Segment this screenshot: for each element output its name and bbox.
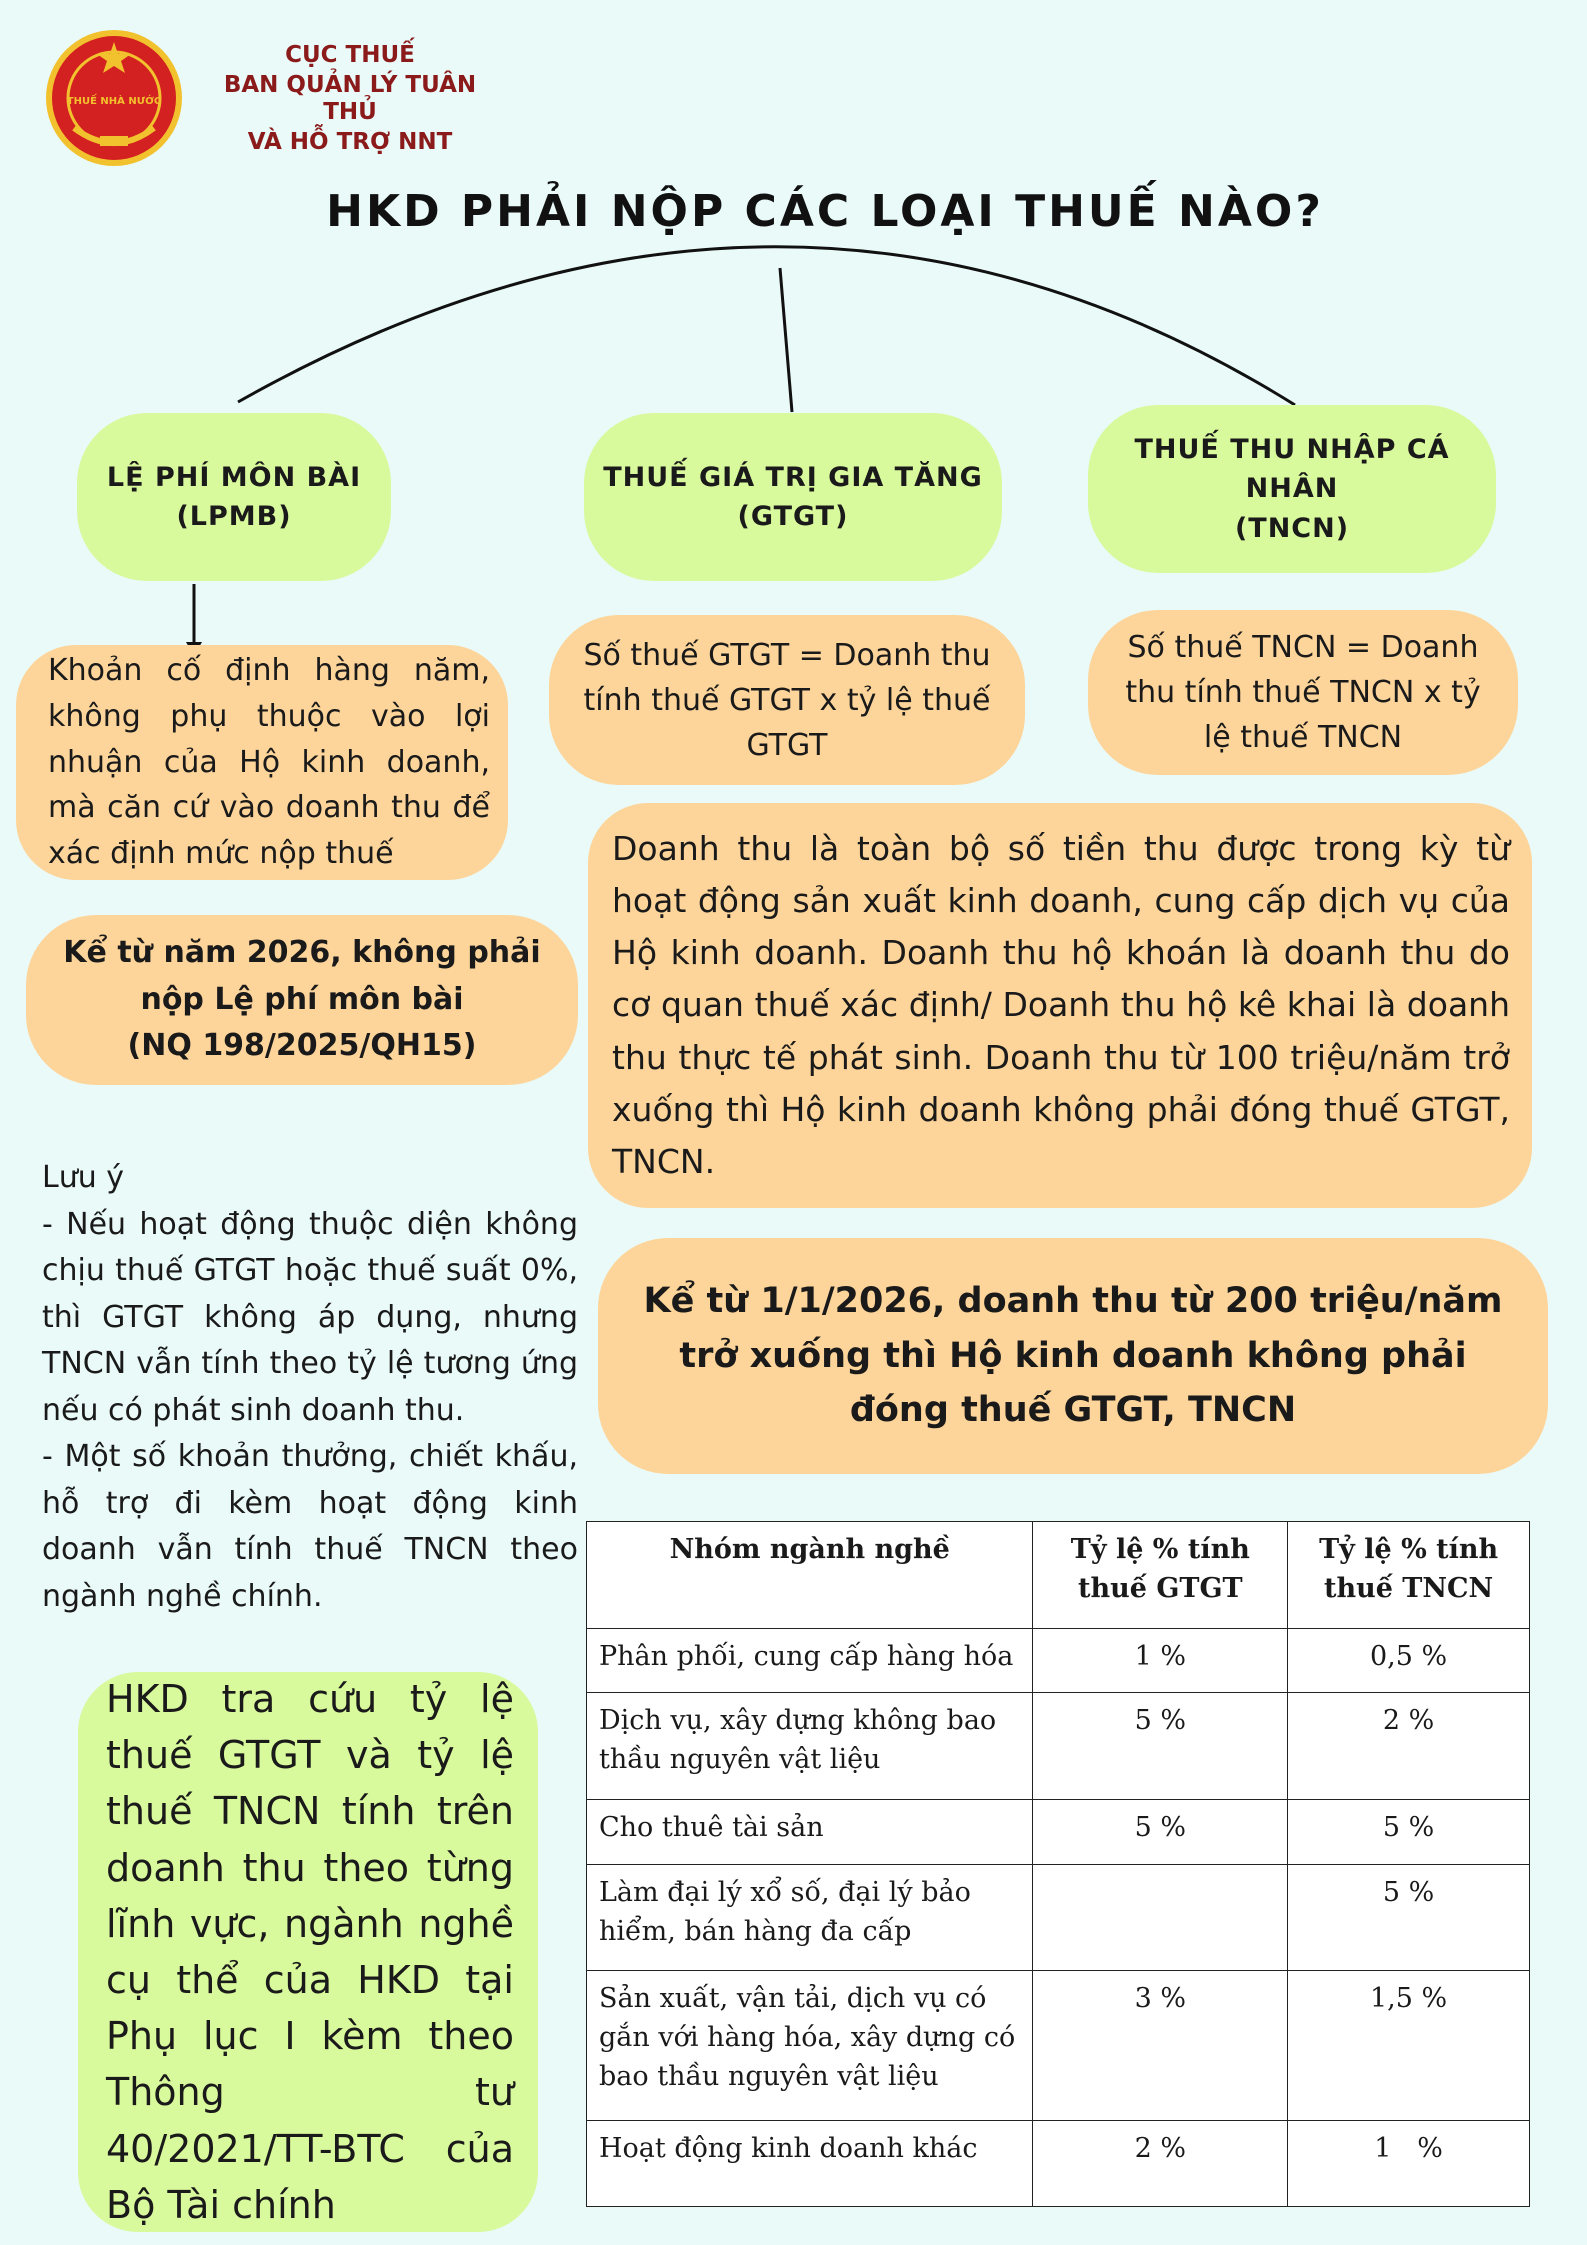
tncn-formula: Số thuế TNCN = Doanh thu tính thuế TNCN x tỷ lệ thuế TNCN <box>1088 610 1518 775</box>
lpmb-note-line2: nộp Lệ phí môn bài <box>140 981 464 1017</box>
table-header-row <box>587 1522 1530 1629</box>
gtgt-rate-cell: 1 % <box>1033 1629 1288 1693</box>
category-lpmb-abbr: (LPMB) <box>176 501 292 532</box>
lpmb-description: Khoản cố định hàng năm, không phụ thuộc vào lợi nhuận của Hộ kinh doanh, mà căn cứ vào doanh thu để xác định mức nộp thuế <box>16 645 508 880</box>
revenue-2026-highlight: Kể từ 1/1/2026, doanh thu từ 200 triệu/năm trở xuống thì Hộ kinh doanh không phải đóng thuế GTGT, TNCN <box>598 1238 1548 1474</box>
notes-heading: Lưu ý <box>42 1160 125 1195</box>
industry-cell: Cho thuê tài sản <box>587 1800 1033 1865</box>
industry-cell: Làm đại lý xổ số, đại lý bảo hiểm, bán hàng đa cấp <box>587 1865 1033 1971</box>
category-tncn-title: THUẾ THU NHẬP CÁ NHÂN <box>1134 434 1450 505</box>
lookup-note: HKD tra cứu tỷ lệ thuế GTGT và tỷ lệ thuế TNCN tính trên doanh thu theo từng lĩnh vực, ngành nghề cụ thể của HKD tại Phụ lục I kèm theo Thông tư 40/2021/TT-BTC của Bộ Tài chính <box>78 1672 538 2232</box>
tncn-rate-cell: 1,5 % <box>1288 1971 1530 2121</box>
table-row <box>587 1971 1530 2121</box>
header-gtgt-rate: Tỷ lệ % tính thuế GTGT <box>1033 1522 1288 1629</box>
tax-rate-table-wrapper <box>586 1521 1530 2207</box>
lpmb-2026-note <box>26 915 578 1085</box>
header-industry: Nhóm ngành nghề <box>587 1522 1033 1629</box>
table-row <box>587 1800 1530 1865</box>
org-line-1: CỤC THUẾ <box>285 42 415 68</box>
category-gtgt-abbr: (GTGT) <box>737 501 849 532</box>
industry-cell: Sản xuất, vận tải, dịch vụ có gắn với hàng hóa, xây dựng có bao thầu nguyên vật liệu <box>587 1971 1033 2121</box>
category-lpmb-title: LỆ PHÍ MÔN BÀI <box>106 461 362 493</box>
gtgt-rate-cell: 5 % <box>1033 1800 1288 1865</box>
lpmb-note-line1: Kể từ năm 2026, không phải <box>63 935 541 971</box>
tax-rate-table <box>586 1521 1530 2207</box>
lpmb-note-line3: (NQ 198/2025/QH15) <box>127 1028 477 1064</box>
tncn-rate-cell: 1 % <box>1288 2121 1530 2207</box>
category-gtgt <box>584 413 1002 581</box>
tncn-rate-cell: 5 % <box>1288 1800 1530 1865</box>
category-gtgt-title: THUẾ GIÁ TRỊ GIA TĂNG <box>603 461 983 493</box>
gtgt-formula: Số thuế GTGT = Doanh thu tính thuế GTGT x tỷ lệ thuế GTGT <box>549 615 1025 785</box>
tncn-rate-cell: 0,5 % <box>1288 1629 1530 1693</box>
gtgt-rate-cell: 2 % <box>1033 2121 1288 2207</box>
gtgt-rate-cell <box>1033 1865 1288 1971</box>
tncn-rate-cell: 2 % <box>1288 1693 1530 1800</box>
notes-item-2: - Một số khoản thưởng, chiết khấu, hỗ trợ đi kèm hoạt động kinh doanh vẫn tính thuế TNCN theo ngành nghề chính. <box>42 1439 578 1614</box>
notes-item-1: - Nếu hoạt động thuộc diện không chịu thuế GTGT hoặc thuế suất 0%, thì GTGT không áp dụng, nhưng TNCN vẫn tính theo tỷ lệ tương ứng nếu có phát sinh doanh thu. <box>42 1206 578 1428</box>
page-title: HKD PHẢI NỘP CÁC LOẠI THUẾ NÀO? <box>326 186 1324 237</box>
notes-section <box>42 1155 578 1620</box>
table-row <box>587 2121 1530 2207</box>
org-line-3: VÀ HỖ TRỢ NNT <box>247 129 453 156</box>
gtgt-rate-cell: 3 % <box>1033 1971 1288 2121</box>
table-row <box>587 1693 1530 1800</box>
category-tncn <box>1088 405 1496 573</box>
gtgt-rate-cell: 5 % <box>1033 1693 1288 1800</box>
tncn-rate-cell: 5 % <box>1288 1865 1530 1971</box>
industry-cell: Dịch vụ, xây dựng không bao thầu nguyên vật liệu <box>587 1693 1033 1800</box>
logo-text: THUẾ NHÀ NƯỚC <box>66 96 162 107</box>
table-row <box>587 1865 1530 1971</box>
revenue-definition: Doanh thu là toàn bộ số tiền thu được trong kỳ từ hoạt động sản xuất kinh doanh, cung cấp dịch vụ của Hộ kinh doanh. Doanh thu hộ khoán là doanh thu do cơ quan thuế xác định/ Doanh thu hộ kê khai là doanh thu thực tế phát sinh. Doanh thu từ 100 triệu/năm trở xuống thì Hộ kinh doanh không phải đóng thuế GTGT, TNCN. <box>588 803 1532 1208</box>
industry-cell: Phân phối, cung cấp hàng hóa <box>587 1629 1033 1693</box>
org-line-2: BAN QUẢN LÝ TUÂN THỦ <box>223 72 477 125</box>
category-lpmb <box>77 413 391 581</box>
industry-cell: Hoạt động kinh doanh khác <box>587 2121 1033 2207</box>
table-row <box>587 1629 1530 1693</box>
header-tncn-rate: Tỷ lệ % tính thuế TNCN <box>1288 1522 1530 1629</box>
category-tncn-abbr: (TNCN) <box>1234 512 1350 544</box>
